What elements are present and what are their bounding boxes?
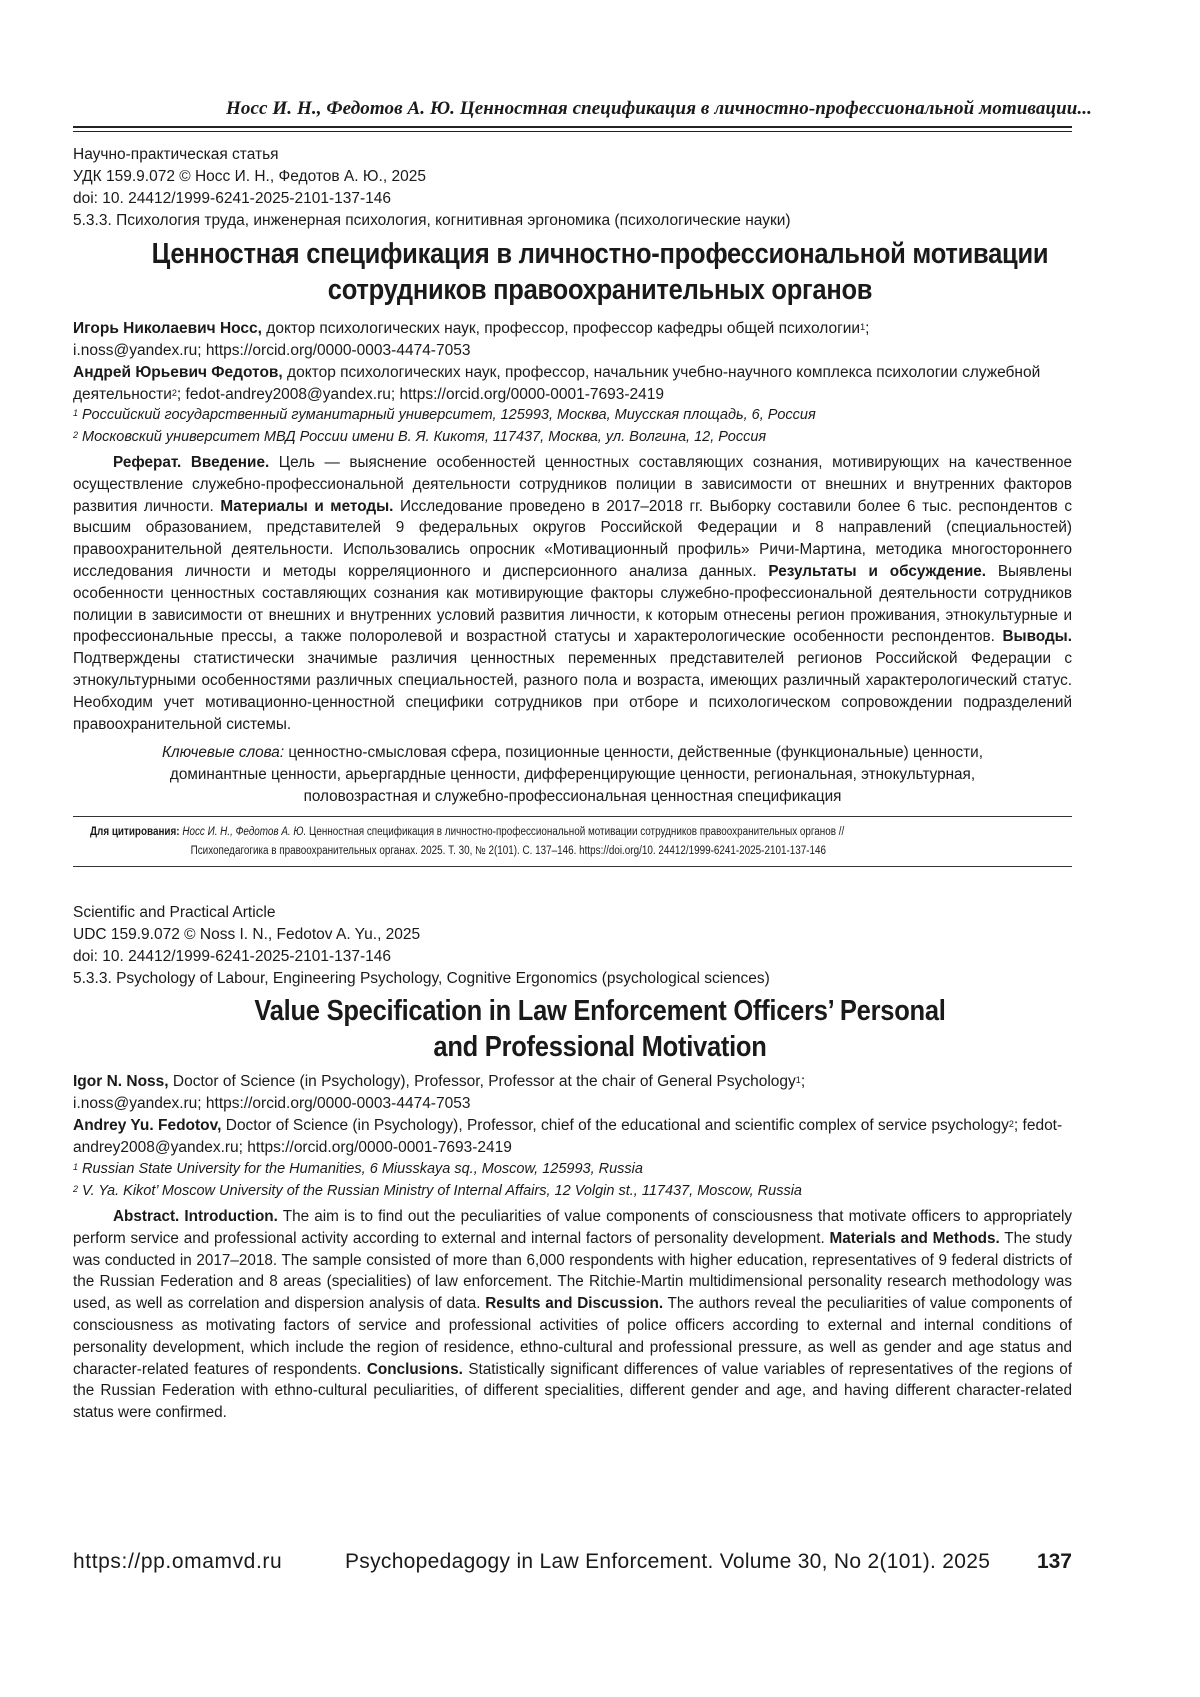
journal-issue: Psychopedagogy in Law Enforcement. Volume 30, No 2(101). 2025 [345,1550,990,1574]
en-authors [73,1071,1072,1159]
author-name: Игорь Николаевич Носс, [73,320,262,337]
ru-article-meta [73,144,1073,232]
author-description: доктор психологических наук, профессор, профессор кафедры общей психологии [262,320,860,337]
article-type: Научно-практическая статья [73,144,1073,166]
en-article-meta [73,902,1073,990]
en-affiliations [73,1158,1072,1202]
abstract-heading: Материалы и методы. [214,498,394,515]
keywords-label: Ключевые слова: [162,744,284,761]
ru-abstract: Реферат. Введение. Цель — выяснение особенностей ценностных составляющих сознания, мотивирующих на качественное осуществление служебно-профессиональной деятельности сотрудников полиции в зависимости от внешних и внутренних факторов развития личности. Материалы и методы. Исследование проведено в 2017–2018 гг. Выборку составили более 6 тыс. респондентов с высшим образованием, представителей 9 федеральных округов Российской Федерации и 8 направлений (специальностей) правоохранительной деятельности. Использовались опросник «Мотивационный профиль» Ричи-Мартина, методика многостороннего исследования личности и методы корреляционного и дисперсионного анализа данных. Результаты и обсуждение. Выявлены особенности ценностных составляющих сознания как мотивирующие факторы служебно-профессиональной деятельности сотрудников полиции в зависимости от внешних и внутренних условий развития личности, к которым отнесены регион проживания, этнокультурные и профессиональные прессы, а также полоролевой и возрастной статусы и характерологические особенности респондентов. Выводы. Подтверждены статистически значимые различия ценностных переменных представителей регионов Российской Федерации с этнокультурными особенностями различных специальностей, разного пола и возраста, имеющих различный характерологический статус. Необходим учет мотивационно-ценностной специфики сотрудников при отборе и психологическом сопровождении подразделений правоохранительной системы. [73,452,1072,735]
abstract-heading: Выводы. [995,628,1072,645]
citation-block: Для цитирования: Носс И. Н., Федотов А. Ю. Ценностная спецификация в личностно-профессиональной мотивации сотрудников правоохранительных органов // Психопедагогика в правоохранительных органах. 2025. Т. 30, № 2(101). С. 137–146. https://doi.org/10. 24412/1999-6241-2025-2101-137-146 [90,823,1058,861]
citation-rule [73,866,1072,867]
udc-line: UDC 159.9.072 © Noss I. N., Fedotov A. Yu., 2025 [73,924,1073,946]
specialty-line: 5.3.3. Психология труда, инженерная психология, когнитивная эргономика (психологические науки) [73,210,1073,232]
author-2-contacts: ; fedot-andrey2008@yandex.ru; https://orcid.org/0000-0001-7693-2419 [177,386,664,403]
affiliation-2: 2 Московский университет МВД России имени В. Я. Кикотя, 117437, Москва, ул. Волгина, 12, Россия [73,426,1072,448]
author-1: Igor N. Noss, Doctor of Science (in Psychology), Professor, Professor at the chair of General Psychology1; [73,1071,1072,1093]
page-number: 137 [1037,1550,1072,1574]
author-1: Игорь Николаевич Носс, доктор психологических наук, профессор, профессор кафедры общей психологии1; [73,318,1072,340]
author-1-contacts: i.noss@yandex.ru; https://orcid.org/0000-0003-4474-7053 [73,340,1072,362]
author-2-contacts: ; fedot-andrey2008@yandex.ru; https://orcid.org/0000-0001-7693-2419 [73,1117,1062,1156]
author-description: Doctor of Science (in Psychology), Professor, Professor at the chair of General Psychology [169,1073,796,1090]
article-type: Scientific and Practical Article [73,902,1073,924]
affiliation-1: 1 Russian State University for the Humanities, 6 Miusskaya sq., Moscow, 125993, Russia [73,1158,1072,1180]
abstract-heading: Результаты и обсуждение. [757,563,986,580]
affiliation-1: 1 Российский государственный гуманитарный университет, 125993, Москва, Миусская площадь, 6, Россия [73,404,1072,426]
ru-keywords: Ключевые слова: ценностно-смысловая сфера, позиционные ценности, действенные (функциональные) ценности, доминантные ценности, арьергардные ценности, дифференцирующие ценности, региональная, этнокультурная, половозрастная и служебно-профессиональная ценностная спецификация [73,742,1072,808]
journal-url[interactable]: https://pp.omamvd.ru [73,1550,282,1574]
udc-line: УДК 159.9.072 © Носс И. Н., Федотов А. Ю., 2025 [73,166,1073,188]
abstract-heading: Results and Discussion. [481,1295,664,1312]
abstract-heading: Conclusions. [361,1361,462,1378]
abstract-heading: Реферат. Введение. [113,454,269,471]
running-head: Носс И. Н., Федотов А. Ю. Ценностная спецификация в личностно-профессиональной мотивации... [108,98,1092,120]
doi-line: doi: 10. 24412/1999-6241-2025-2101-137-146 [73,188,1073,210]
title-line: and Professional Motivation [136,1029,1064,1065]
title-line: Ценностная спецификация в личностно-профессиональной мотивации [136,236,1064,272]
page-footer [73,1550,1072,1580]
author-name: Андрей Юрьевич Федотов, [73,364,283,381]
citation-rule [73,816,1072,817]
header-rule [73,131,1072,132]
author-description: Doctor of Science (in Psychology), Professor, chief of the educational and scientific complex of service psychology [221,1117,1008,1134]
author-name: Andrey Yu. Fedotov, [73,1117,221,1134]
author-name: Igor N. Noss, [73,1073,169,1090]
title-line: Value Specification in Law Enforcement Officers’ Personal [136,993,1064,1029]
ru-article-title [136,236,1064,308]
title-line: сотрудников правоохранительных органов [136,272,1064,308]
affiliation-ref: 2 [1009,1119,1014,1129]
ru-authors [73,318,1072,406]
author-2 [73,1115,1072,1159]
affiliation-ref: 1 [796,1075,801,1085]
affiliation-ref: 1 [860,322,865,332]
author-2 [73,362,1072,406]
doi-line: doi: 10. 24412/1999-6241-2025-2101-137-146 [73,946,1073,968]
journal-page [0,0,1200,1697]
ru-affiliations [73,404,1072,448]
specialty-line: 5.3.3. Psychology of Labour, Engineering Psychology, Cognitive Ergonomics (psychological sciences) [73,968,1073,990]
author-1-contacts: i.noss@yandex.ru; https://orcid.org/0000-0003-4474-7053 [73,1093,1072,1115]
author-description: доктор психологических наук, профессор, начальник учебно-научного комплекса психологии служебной деятельности [73,364,1040,403]
citation-label: Для цитирования: [90,826,180,838]
en-abstract: Abstract. Introduction. The aim is to find out the peculiarities of value components of consciousness that motivate officers to appropriately perform service and professional activity according to external and internal factors of personality development. Materials and Methods. The study was conducted in 2017–2018. The sample consisted of more than 6,000 respondents with higher education, representatives of 9 federal districts of the Russian Federation and 8 areas (specialities) of law enforcement. The Ritchie-Martin multidimensional personality research methodology was used, as well as correlation and dispersion analysis of data. Results and Discussion. The authors reveal the peculiarities of value components of consciousness as motivating factors of service and professional activities of police officers according to external and internal conditions of personality development, which include the region of residence, ethno-cultural and professional pressure, as well as gender and age status and character-related features of respondents. Conclusions. Statistically significant differences of value variables of representatives of the regions of the Russian Federation with ethno-cultural peculiarities, of different specialities, different gender and age, and having different character-related status were confirmed. [73,1206,1072,1424]
affiliation-2: 2 V. Ya. Kikot’ Moscow University of the Russian Ministry of Internal Affairs, 12 Volgin st., 117437, Moscow, Russia [73,1180,1072,1202]
abstract-heading: Abstract. Introduction. [113,1208,278,1225]
en-article-title [136,993,1064,1065]
affiliation-ref: 2 [172,388,177,398]
abstract-heading: Materials and Methods. [825,1230,1000,1247]
header-rule [73,126,1072,128]
